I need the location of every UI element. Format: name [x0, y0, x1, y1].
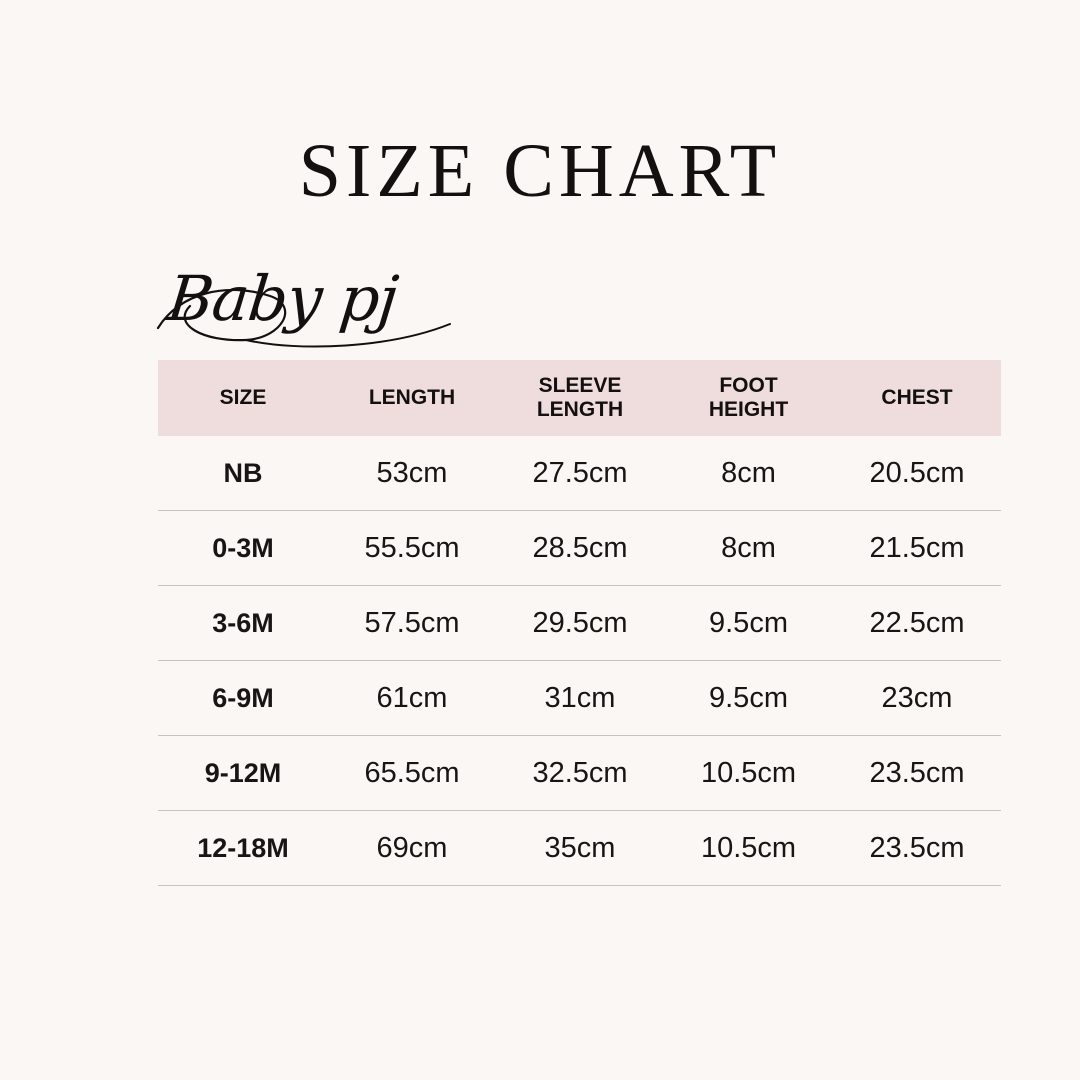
cell-chest: 22.5cm: [833, 586, 1001, 661]
cell-size: NB: [158, 436, 328, 511]
column-header-length: [328, 360, 496, 436]
cell-length: 57.5cm: [328, 586, 496, 661]
table-row: [158, 436, 1001, 511]
cell-chest: 23.5cm: [833, 736, 1001, 811]
page-title: SIZE CHART: [298, 129, 782, 213]
column-header-size-line1: SIZE: [219, 385, 267, 409]
cell-foot-height: 10.5cm: [664, 736, 833, 811]
cell-sleeve-length: 29.5cm: [496, 586, 664, 661]
cell-length: 55.5cm: [328, 511, 496, 586]
column-header-chest: [833, 360, 1001, 436]
column-header-foot-line2: HEIGHT: [708, 398, 789, 421]
table-row: [158, 811, 1001, 886]
column-header-length-line1: LENGTH: [368, 385, 456, 409]
cell-length: 65.5cm: [328, 736, 496, 811]
cell-chest: 23cm: [833, 661, 1001, 736]
cell-sleeve-length: 31cm: [496, 661, 664, 736]
table-row: [158, 511, 1001, 586]
cell-length: 69cm: [328, 811, 496, 886]
cell-chest: 23.5cm: [833, 811, 1001, 886]
cell-size: 3-6M: [158, 586, 328, 661]
table-row: [158, 661, 1001, 736]
column-header-size: [158, 360, 328, 436]
cell-sleeve-length: 32.5cm: [496, 736, 664, 811]
cell-foot-height: 8cm: [664, 511, 833, 586]
cell-size: 12-18M: [158, 811, 328, 886]
table-row: [158, 586, 1001, 661]
cell-length: 53cm: [328, 436, 496, 511]
column-header-sleeve-length: [496, 360, 664, 436]
column-header-chest-line1: CHEST: [881, 385, 953, 409]
table-body: [158, 436, 1001, 886]
column-header-sleeve-line1: SLEEVE: [538, 373, 622, 397]
column-header-sleeve-line2: LENGTH: [536, 398, 624, 421]
cell-length: 61cm: [328, 661, 496, 736]
subtitle-script: Baby pj: [164, 262, 401, 335]
size-table-container: [158, 360, 965, 886]
column-header-foot-line1: FOOT: [719, 373, 778, 397]
cell-sleeve-length: 35cm: [496, 811, 664, 886]
cell-chest: 20.5cm: [833, 436, 1001, 511]
table-header: [158, 360, 1001, 436]
cell-size: 0-3M: [158, 511, 328, 586]
cell-size: 9-12M: [158, 736, 328, 811]
table-row: [158, 736, 1001, 811]
cell-size: 6-9M: [158, 661, 328, 736]
column-header-foot-height: [664, 360, 833, 436]
cell-chest: 21.5cm: [833, 511, 1001, 586]
cell-sleeve-length: 27.5cm: [496, 436, 664, 511]
table-header-row: [158, 360, 1001, 436]
cell-foot-height: 9.5cm: [664, 661, 833, 736]
cell-foot-height: 9.5cm: [664, 586, 833, 661]
cell-foot-height: 8cm: [664, 436, 833, 511]
cell-sleeve-length: 28.5cm: [496, 511, 664, 586]
cell-foot-height: 10.5cm: [664, 811, 833, 886]
size-table: [158, 360, 1001, 886]
